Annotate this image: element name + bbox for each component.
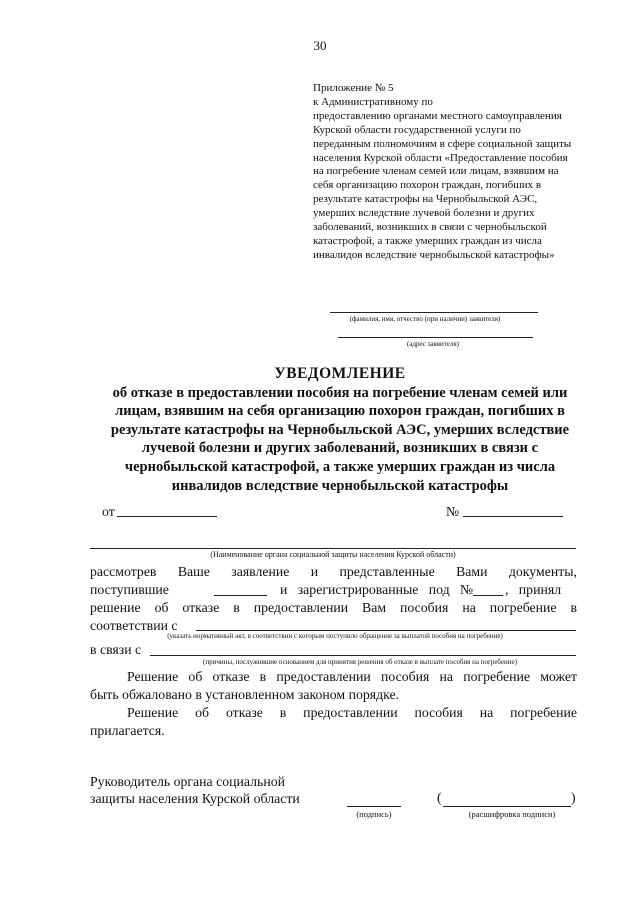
body-line-4: соответствии с — [90, 618, 178, 633]
paragraph-appeal-line-2: быть обжаловано в установленном законом порядке. — [90, 687, 400, 702]
signature-caption: (подпись) — [356, 809, 392, 819]
signatory-position-line: защиты населения Курской области — [90, 791, 300, 806]
appendix-line: переданным полномочиям в сфере социальной защиты — [313, 137, 572, 150]
org-name-caption: (Наименование органа социальной защиты населения Курской области) — [210, 550, 456, 559]
appendix-line: к Административному по — [313, 95, 433, 108]
body-line-5: в связи с — [90, 642, 142, 657]
appendix-line: результате катастрофы на Чернобыльской АЭС, — [313, 193, 538, 206]
applicant-address-caption: (адрес заявителя) — [407, 340, 459, 348]
appendix-line: на погребение членам семей или лицам, взявшим на — [313, 165, 559, 178]
decode-open-paren: ( — [437, 790, 442, 805]
signature-decode-caption: (расшифровка подписи) — [468, 809, 556, 819]
applicant-name-line[interactable] — [330, 312, 538, 313]
signature-decode-field[interactable] — [443, 806, 571, 807]
appendix-block — [313, 82, 605, 263]
reason-field[interactable] — [150, 655, 576, 656]
appendix-line: себя организацию похорон граждан, погибших в — [313, 179, 542, 192]
paragraph-attached-line-2: прилагается. — [90, 723, 165, 738]
from-label: от — [102, 504, 115, 519]
notice-heading: УВЕДОМЛЕНИЕ — [274, 365, 406, 382]
notice-subtitle-line: лицам, взявшим на себя организацию похорон граждан, погибших в — [115, 403, 565, 420]
appendix-line: Курской области государственной услуги по — [313, 123, 521, 136]
appendix-line: населения Курской области «Предоставление пособия — [313, 151, 568, 164]
registration-number-field[interactable] — [473, 595, 503, 596]
org-name-line[interactable] — [90, 548, 576, 549]
notice-subtitle-line: лучевой болезни и других заболеваний, возникших в связи с — [141, 440, 539, 457]
body-line-2-part-c: , принял — [505, 582, 562, 597]
body-line-2-part-a: поступившие — [90, 582, 169, 597]
body-line-1: рассмотрев Ваше заявление и представленные Вами документы, — [90, 564, 577, 579]
decode-close-paren: ) — [571, 790, 576, 805]
body-line-2-part-b: и зарегистрированные под № — [280, 582, 474, 597]
number-label: № — [446, 504, 460, 519]
appendix-line: Приложение № 5 — [313, 82, 394, 94]
applicant-address-line[interactable] — [338, 337, 533, 338]
notice-subtitle-line: инвалидов вследствие чернобыльской катастрофы — [171, 477, 509, 494]
body-line-2 — [90, 581, 577, 599]
appendix-line: умерших вследствие лучевой болезни и других — [313, 207, 535, 220]
appendix-line: заболеваний, возникших в связи с чернобыльской — [313, 221, 547, 234]
normative-act-caption: (указать нормативный акт, в соответствии с которым поступило обращение за выплатой пособия на погребение) — [167, 632, 503, 640]
signatory-position — [90, 773, 300, 807]
reason-caption: (причины, послужившие основанием для принятия решения об отказе в выплате пособия на погребение) — [203, 658, 517, 666]
applicant-name-caption: (фамилия, имя, отчество (при наличии) заявителя) — [349, 315, 501, 323]
signatory-position-line: Руководитель органа социальной — [90, 774, 285, 789]
received-date-field[interactable] — [214, 595, 267, 596]
notice-subtitle-line: об отказе в предоставлении пособия на погребение членам семей или — [112, 384, 568, 401]
appendix-line: инвалидов вследствие чернобыльской катастрофы» — [313, 248, 555, 261]
paragraph-appeal-line-1: Решение об отказе в предоставлении пособия на погребение может — [127, 669, 577, 684]
body-line-3: решение об отказе в предоставлении Вам пособия на погребение в — [90, 600, 577, 615]
paragraph-attached-line-1: Решение об отказе в предоставлении пособия на погребение — [127, 705, 577, 720]
signature-field[interactable] — [347, 806, 401, 807]
normative-act-field[interactable] — [196, 630, 576, 631]
number-field[interactable] — [463, 516, 563, 517]
from-date-field[interactable] — [117, 516, 217, 517]
notice-subtitle-line: чернобыльской катастрофой, а также умерших граждан из числа — [124, 458, 556, 475]
page-number: 30 — [313, 38, 327, 53]
notice-title — [80, 365, 600, 495]
appendix-line: предоставлению органами местного самоуправления — [313, 109, 562, 122]
appendix-line: катастрофой, а также умерших граждан из числа — [313, 234, 542, 247]
notice-subtitle-line: результате катастрофы на Чернобыльской АЭС, умерших вследствие — [110, 421, 570, 438]
